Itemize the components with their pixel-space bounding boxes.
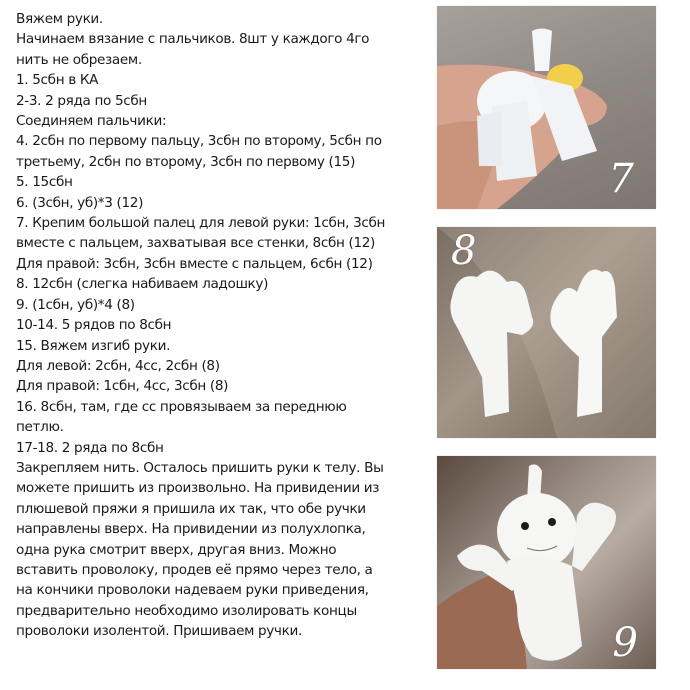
instruction-line: 10-14. 5 рядов по 8сбн bbox=[16, 317, 172, 334]
instruction-line: на кончики проволоки надеваем руки приведения, bbox=[16, 582, 369, 599]
instruction-line: 2-3. 2 ряда по 5сбн bbox=[16, 92, 147, 109]
instruction-line: третьему, 2сбн по второму, 3сбн по первому (15) bbox=[16, 153, 356, 170]
instruction-line: 5. 15сбн bbox=[16, 174, 73, 191]
instruction-line: Начинаем вязание с пальчиков. 8шт у каждого 4го bbox=[16, 31, 370, 48]
instruction-line: Закрепляем нить. Осталось пришить руки к телу. Вы bbox=[16, 459, 384, 476]
instruction-line: проволоки изолентой. Пришиваем ручки. bbox=[16, 623, 302, 640]
photo-step-8 bbox=[437, 227, 656, 438]
instruction-line: нить не обрезаем. bbox=[16, 51, 142, 68]
instruction-line: Вяжем руки. bbox=[16, 11, 103, 27]
step-number-label: 7 bbox=[608, 156, 634, 202]
instruction-line: 4. 2сбн по первому пальцу, 3сбн по второму, 5сбн по bbox=[16, 133, 382, 150]
instruction-line: 16. 8сбн, там, где сс провязываем за переднюю bbox=[16, 398, 347, 415]
instruction-line: Для правой: 1сбн, 4сс, 3сбн (8) bbox=[16, 378, 229, 395]
instruction-line: плюшевой пряжи я пришила их так, что обе ручки bbox=[16, 500, 366, 517]
instruction-line: 17-18. 2 ряда по 8сбн bbox=[16, 439, 164, 456]
instruction-line: вместе с пальцем, захватывая все стенки, 8сбн (12) bbox=[16, 235, 375, 252]
instruction-line: предварительно необходимо изолировать концы bbox=[16, 602, 357, 619]
instruction-line: Для левой: 2сбн, 4сс, 2сбн (8) bbox=[16, 357, 220, 374]
step-number-label: 9 bbox=[612, 620, 638, 666]
instruction-line: 15. Вяжем изгиб руки. bbox=[16, 337, 171, 354]
instruction-line: Соединяем пальчики: bbox=[16, 113, 167, 130]
instruction-line: можете пришить из произвольно. На привидении из bbox=[16, 480, 380, 497]
photo-step-7 bbox=[437, 6, 656, 209]
instruction-line: 1. 5сбн в КА bbox=[16, 72, 99, 89]
instruction-line: петлю. bbox=[16, 419, 64, 436]
photo-step-9 bbox=[437, 456, 656, 669]
step-number-label: 8 bbox=[451, 228, 477, 274]
instruction-line: 9. (1сбн, уб)*4 (8) bbox=[16, 296, 135, 313]
instruction-line: вставить проволоку, продев её прямо через тело, а bbox=[16, 561, 373, 578]
instruction-line: 8. 12сбн (слегка набиваем ладошку) bbox=[16, 276, 269, 293]
instructions-text bbox=[16, 9, 426, 642]
instruction-line: направлены вверх. На привидении из полухлопка, bbox=[16, 521, 366, 538]
instruction-line: одна рука смотрит вверх, другая вниз. Можно bbox=[16, 541, 337, 558]
instruction-line: 7. Крепим большой палец для левой руки: 1сбн, 3сбн bbox=[16, 215, 386, 232]
instruction-line: Для правой: 3сбн, 3сбн вместе с пальцем, 6сбн (12) bbox=[16, 255, 373, 272]
instruction-line: 6. (3сбн, уб)*3 (12) bbox=[16, 194, 144, 211]
